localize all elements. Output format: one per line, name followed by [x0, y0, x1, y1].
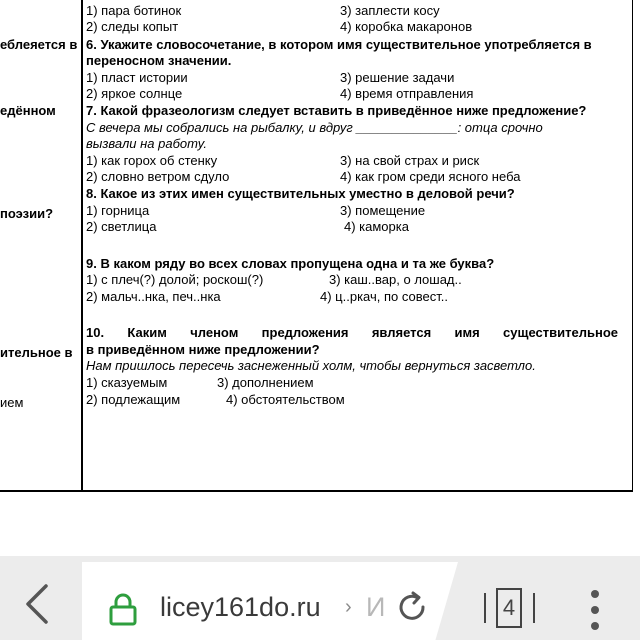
q8-option-1: 1) горница: [86, 203, 150, 218]
back-arrow-icon[interactable]: [20, 582, 56, 626]
tab-switcher-stack-right: [533, 593, 535, 623]
q5-option-3: 3) заплести косу: [340, 3, 440, 18]
table-border-bottom: [0, 490, 633, 492]
url-separator: ›: [345, 596, 352, 618]
q9-title: 9. В каком ряду во всех словах пропущена одна и та же буква?: [86, 256, 495, 271]
q10-sentence: Нам пришлось пересечь заснеженный холм, чтобы вернуться засветло.: [86, 358, 536, 373]
q10-option-3: 3) дополнением: [217, 375, 314, 390]
q7-sentence: С вечера мы собрались на рыбалку, и вдруг ______________: отца срочно: [86, 120, 543, 135]
q10-title-cont: в приведённом ниже предложении?: [86, 342, 320, 357]
q9-option-2: 2) мальч..нка, печ..нка: [86, 289, 221, 304]
left-fragment: еблеяется в: [0, 37, 78, 52]
reload-icon[interactable]: [395, 590, 429, 624]
url-text[interactable]: licey161do.ru: [160, 592, 321, 622]
q6-option-4: 4) время отправления: [340, 86, 474, 101]
overflow-menu-icon[interactable]: [588, 588, 602, 632]
url-title-truncated: И: [366, 592, 386, 622]
q6-option-3: 3) решение задачи: [340, 70, 455, 85]
left-fragment: ительное в: [0, 345, 73, 360]
q9-option-1: 1) с плеч(?) долой; роскош(?): [86, 272, 264, 287]
q8-option-2: 2) светлица: [86, 219, 157, 234]
q10-title: 10. Каким членом предложения является имя существительное: [86, 325, 618, 340]
table-border-right: [632, 0, 633, 492]
q5-option-4: 4) коробка макаронов: [340, 19, 473, 34]
q8-option-4: 4) каморка: [344, 219, 409, 234]
q8-title: 8. Какое из этих имен существительных уместно в деловой речи?: [86, 186, 515, 201]
q7-option-3: 3) на свой страх и риск: [340, 153, 480, 168]
q5-option-2: 2) следы копыт: [86, 19, 179, 34]
q7-option-1: 1) как горох об стенку: [86, 153, 218, 168]
table-divider: [81, 0, 83, 492]
q7-option-2: 2) словно ветром сдуло: [86, 169, 230, 184]
q6-title: 6. Укажите словосочетание, в котором имя существительное употребляется в: [86, 37, 592, 52]
q10-option-4: 4) обстоятельством: [226, 392, 345, 407]
q7-sentence-cont: вызвали на работу.: [86, 136, 207, 151]
left-fragment: едённом: [0, 103, 56, 118]
left-fragment: поэзии?: [0, 206, 54, 221]
q6-option-1: 1) пласт истории: [86, 70, 188, 85]
tab-count-badge[interactable]: 4: [496, 588, 522, 628]
q10-option-1: 1) сказуемым: [86, 375, 168, 390]
q10-option-2: 2) подлежащим: [86, 392, 181, 407]
q8-option-3: 3) помещение: [340, 203, 426, 218]
q7-option-4: 4) как гром среди ясного неба: [340, 169, 521, 184]
q5-option-1: 1) пара ботинок: [86, 3, 182, 18]
lock-icon: [108, 592, 138, 626]
q9-option-4: 4) ц..ркач, по совест..: [320, 289, 448, 304]
q7-title: 7. Какой фразеологизм следует вставить в приведённое ниже предложение?: [86, 103, 587, 118]
left-fragment: ием: [0, 395, 24, 410]
q6-title-cont: переносном значении.: [86, 53, 232, 68]
q9-option-3: 3) каш..вар, о лошад..: [329, 272, 462, 287]
q6-option-2: 2) яркое солнце: [86, 86, 183, 101]
tab-switcher-stack-left: [484, 593, 486, 623]
